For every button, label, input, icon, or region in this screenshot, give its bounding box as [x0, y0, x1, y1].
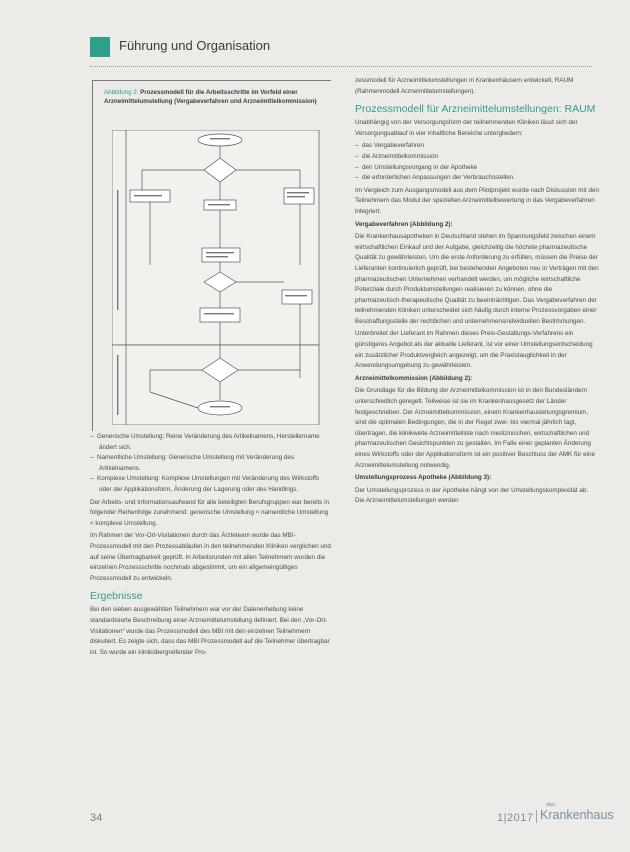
apotheke-heading: Umstellungsprozess Apotheke (Abbildung 3): — [355, 474, 492, 482]
body-paragraph: Der Arbeits- und Informationsaufwand für alle beteiligten Berufsgruppen war bereits in folgender Reihenfolge zunehmend: generische Umstellung < namentliche Umstellung < komplexe Umstellung. — [90, 498, 330, 527]
right-text-column — [355, 76, 599, 509]
list-item: – Generische Umstellung: Reine Veränderung des Artikelnamens, Herstellername ändert sich. — [90, 432, 332, 453]
umstellung-type-list — [90, 432, 332, 496]
footer-separator — [536, 810, 537, 823]
section-title: Führung und Organisation — [119, 38, 271, 53]
list-item: – die erforderlichen Anpassungen der Verbrauchsstellen. — [355, 173, 599, 184]
start-event — [198, 134, 242, 146]
process-flow-diagram — [112, 130, 322, 425]
task-box-center-2 — [202, 248, 240, 262]
end-event — [198, 401, 242, 415]
journal-logo-name: Krankenhaus — [540, 808, 614, 822]
section-color-marker — [90, 37, 110, 57]
figure-title: Prozessmodell für die Arbeitsschritte im Vorfeld einer Arzneimittelumstellung (Vergabeverfahren und Arzneimittelkommission) — [104, 89, 317, 105]
list-item: – das Vergabeverfahren — [355, 141, 599, 152]
body-paragraph: Im Rahmen der Vor-Ort-Visitationen durch das Ärzteteam wurde das MBI-Prozessmodell mit den Prozessabläufen in den teilnehmenden Kliniken verglichen und auf seine Übertragbarkeit geprüft. In Arbeitsrunden mit allen Teilnehmern wurden die einzelnen Prozessschritte nochmals abgestimmt, um ein allgemeingültiges Prozessmodell zu entwickeln. — [90, 532, 331, 582]
continued-paragraph: zessmodell für Arzneimittelumstellungen in Krankenhäusern entwickelt, RAUM (Rahmenmodell Arzneimittelumstellungen). — [355, 77, 574, 95]
journal-logo — [540, 802, 614, 822]
figure-caption — [104, 88, 324, 106]
vergabe-heading: Vergabeverfahren (Abbildung 2): — [355, 220, 453, 228]
list-item: – die Arzneimittelkommission — [355, 152, 599, 163]
page-number: 34 — [90, 812, 103, 824]
journal-logo-prefix: das — [546, 802, 555, 808]
body-paragraph: Der Umstellungsprozess in der Apotheke hängt von der Umstellungskomplexität ab. Die Arzneimittelumstellungen werden — [355, 486, 589, 505]
list-item: – Komplexe Umstellung: Komplexe Umstellungen mit Veränderung des Wirkstoffs oder der Applikationsform, Änderung der Lagerung oder des Handlings. — [90, 474, 332, 495]
left-text-column — [90, 432, 332, 660]
list-item: – den Umstellungsvorgang in der Apotheke — [355, 163, 599, 174]
phase-list — [355, 141, 599, 183]
header-divider — [90, 66, 592, 67]
figure-label: Abbildung 2: — [104, 89, 139, 96]
task-box-center-3 — [200, 308, 240, 322]
results-heading: Ergebnisse — [90, 590, 143, 603]
body-paragraph: Die Grundlage für die Bildung der Arzneimittelkommission ist in den Bundesländern unterschiedlich geregelt. Teilweise ist sie im Krankenhausgesetz der Länder festgeschrieben. Der Arzneimittelkommission, einem Krankenhausleitungsgremium, sind die optimalen Bedingungen, die in der Regel zwei- bis viermal jährlich tagt, übertragen, die klinikweite Arzneimittelliste nach medizinischen, wirtschaftlichen und pharmazeutischen Gesichtspunkten zu gestalten. Im Falle einer geplanten Änderung eines Wirkstoffs oder der Applikationsform ist ein positiver Beschluss der AMK für eine Arzneimittelumstellung notwendig. — [355, 387, 595, 469]
body-paragraph: Unabhängig von der Versorgungsform der teilnehmenden Kliniken lässt sich der Versorgungsablauf in vier inhaltliche Bereiche untergliedern: — [355, 119, 578, 137]
body-paragraph: Die Krankenhausapotheken in Deutschland stehen im Spannungsfeld zwischen einem wirtschaftlichen Einkauf und der Aufgabe, gleichzeitig die höchste pharmazeutische Qualität zu gewährleisten. Um die erste Anforderung zu erfüllen, müssen die Preise der Lieferanten kontinuierlich geprüft, bei bestehenden Angeboten neu in Verträgen mit den pharmazeutischen Unternehmen verhandelt werden, um mögliche wirtschaftliche Potenziale durch Produktumstellungen realisieren zu können, ohne die pharmazeutisch-therapeutische Qualität zu beeinträchtigen. Das Vergabeverfahren der teilnehmenden Kliniken unterscheidet sich häufig durch interne Prozessvorgaben einer Beschaffungsstelle der rechtlichen und unternehmensindividuellen Bestimmungen. — [355, 233, 599, 325]
body-paragraph: Unterbreitet der Lieferant im Rahmen dieses Preis-Gestaltungs-Verfahrens ein günstigeres Angebot als der aktuelle Lieferant, ist vor einer Umstellungsentscheidung ein zusätzlicher Produktvergleich angezeigt, um die Praxistauglichkeit in der Anwendungsumgebung zu gewährleisten. — [355, 330, 593, 370]
issue-number: 1|2017 — [497, 812, 534, 824]
akm-heading: Arzneimittelkommission (Abbildung 2): — [355, 374, 473, 382]
task-box-right-2 — [282, 290, 312, 304]
raum-heading: Prozessmodell für Arzneimittelumstellungen: RAUM — [355, 103, 596, 116]
results-paragraph: Bei den sieben ausgewählten Teilnehmern war vor der Datenerhebung keine standardisierte Beschreibung einer Arzneimittelumstellung definiert. Bei den „Vor-Ort-Visitationen“ wurde das Prozessmodell des MBI mit den einzelnen Teilnehmern diskutiert. Es zeigte sich, dass das MBI Prozessmodell auf die Teilnehmer übertragbar ist. So wurde ein klinikübergreifender Pro- — [90, 606, 330, 656]
body-paragraph: Im Vergleich zum Ausgangsmodell aus dem Pilotprojekt wurde nach Diskussion mit den Teilnehmern das Modul der speziellen Arzneimittelbewertung in das Vergabeverfahren integriert. — [355, 186, 599, 215]
list-item: – Namentliche Umstellung: Generische Umstellung mit Veränderung des Artikelnamens. — [90, 453, 332, 474]
